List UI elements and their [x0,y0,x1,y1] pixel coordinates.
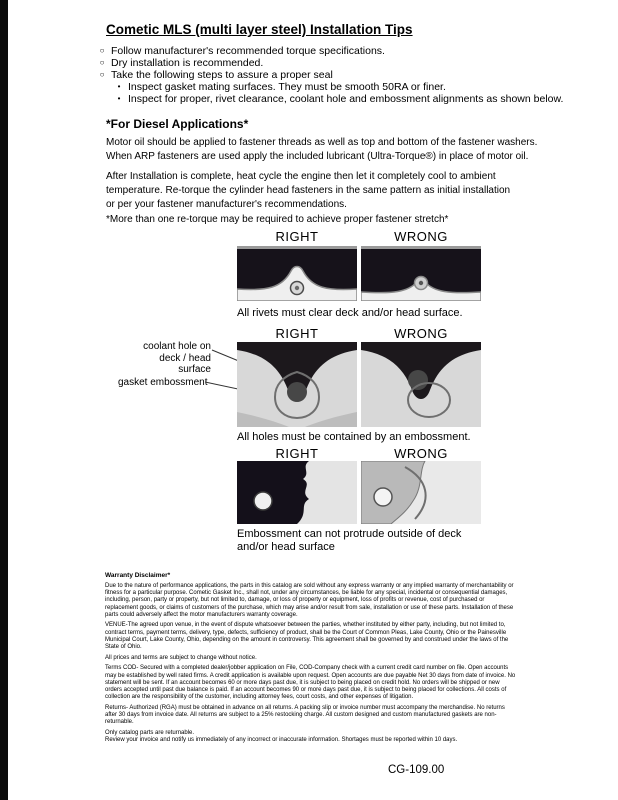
label-line: coolant hole on [143,341,211,352]
warranty-paragraph: Returns- Authorized (RGA) must be obtained in advance on all returns. A packing slip or invoice number must accompany the merchandise. No returns after 30 days from invoice date. All returns are subject to a 25% restocking charge. All custom designed and custom manufactured gaskets are non-returnable. [105,704,505,726]
open-bullet-icon: ○ [99,70,105,79]
diesel-paragraph-1 [106,136,537,164]
tip-text: Inspect gasket mating surfaces. They must be smooth 50RA or finer. [128,81,446,93]
paragraph-line: or per your fastener manufacturer's recommendations. [106,199,347,210]
warranty-disclaimer-section [105,572,517,748]
tip-text: Follow manufacturer's recommended torque specifications. [111,45,385,57]
open-bullet-icon: ○ [99,46,105,55]
page-number: CG-109.00 [388,764,445,776]
page-edge-bar [0,0,8,800]
gasket-embossment-label: gasket embossment [118,377,208,388]
paragraph-line: After Installation is complete, heat cycle the engine then let it completely cool to ambient [106,171,496,182]
list-item [115,93,588,105]
warranty-paragraph: Only catalog parts are returnable. [105,729,195,736]
row3-right-label: RIGHT [275,446,319,461]
row3-caption: Embossment can not protrude outside of deck and/or head surface [237,528,462,553]
warranty-paragraph: All prices and terms are subject to change without notice. [105,654,257,661]
open-bullet-icon: ○ [99,58,105,67]
embossment-protrusion-wrong-image [361,461,481,524]
row1-caption: All rivets must clear deck and/or head surface. [237,307,463,319]
list-item [115,81,588,93]
coolant-hole-label [125,341,211,376]
warranty-paragraph: VENUE-The agreed upon venue, in the event of dispute whatsoever between the parties, whether instituted by either party, including, but not limited to, contract terms, payment terms, delivery, type, defects, sufficiency of product, shall be the Court of Common Pleas, Lake County, Ohio or the Painesville Municipal Court, Lake County, Ohio, depending on the amount in controversy. This agreement shall be governed by and construed under the laws of the State of Ohio. [105,622,509,650]
row1-right-label: RIGHT [275,229,319,244]
row1-wrong-label: WRONG [394,229,448,244]
tips-list [98,45,588,105]
embossment-containment-right-image [237,342,357,427]
tip-text: Inspect for proper, rivet clearance, coolant hole and embossment alignments as shown below. [128,93,564,105]
row3-wrong-label: WRONG [394,446,448,461]
diesel-applications-heading: *For Diesel Applications* [106,117,249,131]
rivet-clearance-wrong-image [361,246,481,301]
warranty-paragraph: Due to the nature of performance applications, the parts in this catalog are sold without any express warranty or any implied warranty of merchantability or fitness for a particular purpose. Cometic Gasket Inc., shall not, under any circumstances, be liable for any special, incidental or consequential damages, including, person, party or property, but not limited to, damage, or loss of property or equipment, loss of profits or revenue, cost of purchased or replacement goods, or claims of customers of the purchase, which may arise and/or result from sale, installation or use of these parts. Installation of these parts could adversely affect the motor manufacturers warranty coverage. [105,583,514,618]
paragraph-line: temperature. Re-torque the cylinder head fasteners in the same pattern as initial installation [106,185,511,196]
row2-wrong-label: WRONG [394,326,448,341]
tip-text: Take the following steps to assure a proper seal [111,69,333,81]
list-item [98,57,588,69]
row2-caption: All holes must be contained by an embossment. [237,431,471,443]
list-item [98,69,588,81]
row2-right-label: RIGHT [275,326,319,341]
rivet-clearance-right-image [237,246,357,301]
embossment-protrusion-right-image [237,461,357,524]
paragraph-line: Motor oil should be applied to fastener threads as well as top and bottom of the fastener washers. [106,137,538,148]
warranty-heading: Warranty Disclaimer* [105,572,171,579]
retorque-note: *More than one re-torque may be required to achieve proper fastener stretch* [106,214,449,225]
warranty-paragraph: Review your invoice and notify us immediately of any incorrect or inaccurate information. Shortages must be reported within 10 days. [105,737,458,744]
embossment-containment-wrong-image [361,342,481,427]
paragraph-line: When ARP fasteners are used apply the included lubricant (Ultra-Torque®) in place of motor oil. [106,151,529,162]
filled-bullet-icon: • [117,94,121,103]
tip-text: Dry installation is recommended. [111,57,264,69]
list-item [98,45,588,57]
label-line: deck / head surface [159,352,211,375]
page-title: Cometic MLS (multi layer steel) Installation Tips [106,22,413,37]
filled-bullet-icon: • [117,82,121,91]
diesel-paragraph-2 [106,170,510,212]
warranty-paragraph: Terms COD- Secured with a completed dealer/jobber application on File, COD-Company check with a current credit card number on file. Open accounts may be established by well rated firms. A credit application is available upon request. Open accounts are due payable Net 30 days from date of invoice. No statement will be sent. If an account becomes 60 or more days past due, it is subject to being placed on credit hold. No orders will be shipped or new orders accepted until past due balance is paid. If an account becomes 90 or more days past due, it is subject to being placed for collections. All costs of collection are the responsibility of the customer, including attorney fees, court costs, and other expenses of litigation. [105,665,516,701]
